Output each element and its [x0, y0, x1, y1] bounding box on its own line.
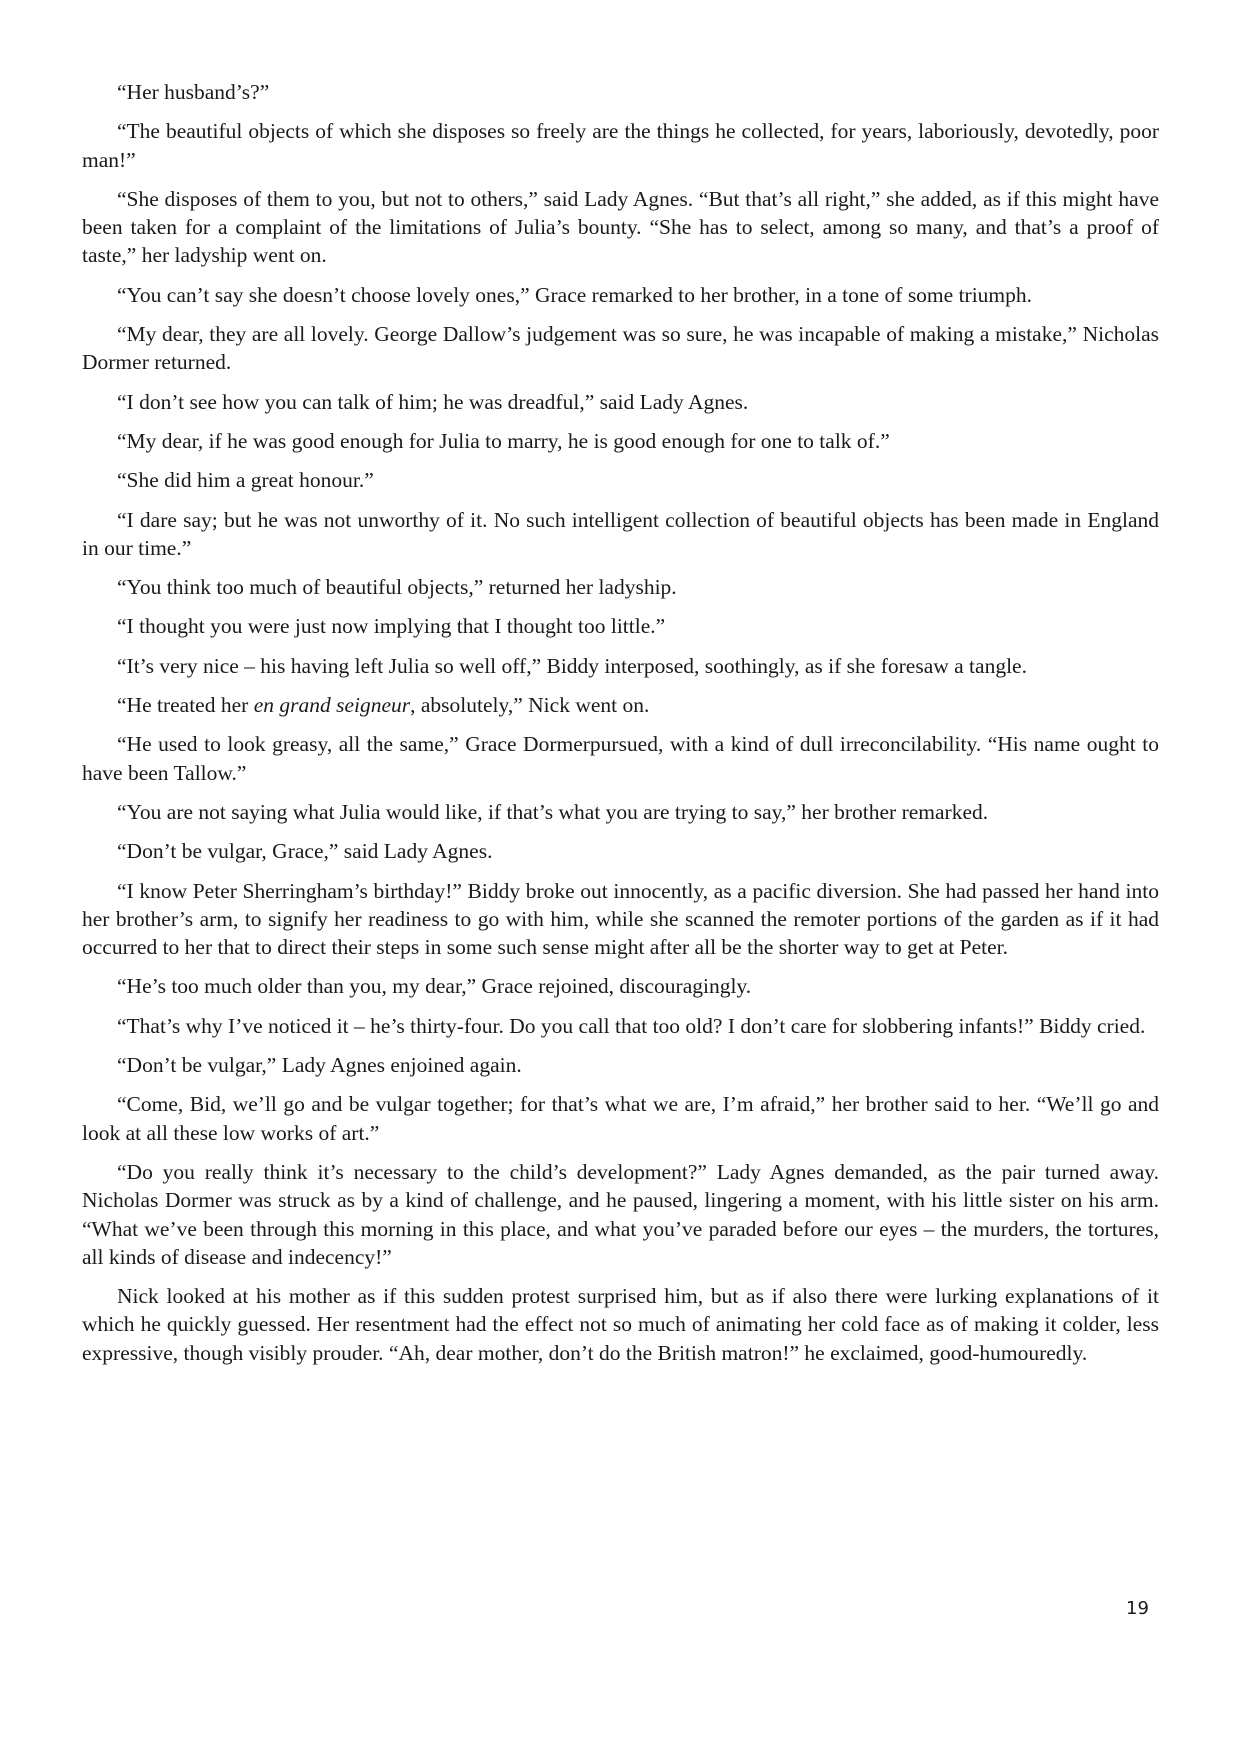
paragraph-text: “She did him a great honour.”: [117, 468, 374, 493]
paragraph-text: “My dear, if he was good enough for Julia to marry, he is good enough for one to talk of.”: [117, 428, 890, 453]
paragraph-text: “He used to look greasy, all the same,” Grace Dormerpursued, with a kind of dull irreconcilability. “His name ought to have been Tallow.”: [82, 732, 1159, 785]
paragraph-text: “I know Peter Sherringham’s birthday!” Biddy broke out innocently, as a pacific diversion. She had passed her hand into her brother’s arm, to signify her readiness to go with him, while she scanned the remoter portions of the garden as if it had occurred to her that to direct their steps in some such sense might after all be the shorter way to get at Peter.: [82, 878, 1159, 960]
paragraph: [82, 691, 1159, 719]
paragraph: [82, 837, 1159, 865]
paragraph: [82, 573, 1159, 601]
paragraph: [82, 1012, 1159, 1040]
paragraph: [82, 427, 1159, 455]
paragraph-text: “Don’t be vulgar,” Lady Agnes enjoined again.: [117, 1053, 522, 1078]
paragraph: [82, 877, 1159, 962]
paragraph-text: “You think too much of beautiful objects,” returned her ladyship.: [117, 575, 677, 600]
paragraph-text: “Don’t be vulgar, Grace,” said Lady Agnes.: [117, 839, 493, 864]
paragraph: [82, 972, 1159, 1000]
paragraph-text: “That’s why I’ve noticed it – he’s thirty-four. Do you call that too old? I don’t care for slobbering infants!” Biddy cried.: [117, 1013, 1146, 1038]
paragraph: [82, 388, 1159, 416]
paragraph-text: “He’s too much older than you, my dear,” Grace rejoined, discouragingly.: [117, 974, 752, 999]
paragraph-text: “Her husband’s?”: [117, 80, 270, 104]
paragraph: [82, 612, 1159, 640]
paragraph: [82, 78, 1159, 106]
paragraph: [82, 730, 1159, 787]
italic-phrase: en grand seigneur: [253, 693, 411, 718]
paragraph: [82, 1090, 1159, 1147]
paragraph-text: “Come, Bid, we’ll go and be vulgar together; for that’s what we are, I’m afraid,” her brother said to her. “We’ll go and look at all these low works of art.”: [82, 1092, 1159, 1145]
paragraph: [82, 466, 1159, 494]
paragraph: [82, 320, 1159, 377]
page-number: 19: [1126, 1598, 1149, 1619]
paragraph: [82, 281, 1159, 309]
paragraph-text: “The beautiful objects of which she disposes so freely are the things he collected, for years, laboriously, devotedly, poor man!”: [82, 119, 1159, 172]
paragraph-text: “You can’t say she doesn’t choose lovely ones,” Grace remarked to her brother, in a tone of some triumph.: [117, 282, 1033, 307]
paragraph: [82, 506, 1159, 563]
paragraph: [82, 798, 1159, 826]
paragraph-text: “He treated her: [117, 693, 254, 718]
paragraph: [82, 185, 1159, 270]
paragraph: [82, 1158, 1159, 1271]
paragraph-text: “You are not saying what Julia would like, if that’s what you are trying to say,” her brother remarked.: [117, 799, 989, 824]
paragraph-text: , absolutely,” Nick went on.: [410, 693, 650, 718]
paragraph-text: “It’s very nice – his having left Julia so well off,” Biddy interposed, soothingly, as if she foresaw a tangle.: [117, 653, 1027, 678]
paragraph-text: “She disposes of them to you, but not to others,” said Lady Agnes. “But that’s all right,” she added, as if this might have been taken for a complaint of the limitations of Julia’s bounty. “She has to select, among so many, and that’s a proof of taste,” her ladyship went on.: [82, 186, 1159, 268]
paragraph-text: “I thought you were just now implying that I thought too little.”: [117, 614, 666, 639]
paragraph-text: “Do you really think it’s necessary to the child’s development?” Lady Agnes demanded, as the pair turned away. Nicholas Dormer was struck as by a kind of challenge, and he paused, lingering a moment, with his little sister on his arm. “What we’ve been through this morning in this place, and what you’ve paraded before our eyes – the murders, the tortures, all kinds of disease and indecency!”: [82, 1159, 1159, 1269]
paragraph-text: “I don’t see how you can talk of him; he was dreadful,” said Lady Agnes.: [117, 389, 749, 414]
paragraph: [82, 117, 1159, 174]
document-body: [82, 78, 1159, 1378]
paragraph-text: Nick looked at his mother as if this sudden protest surprised him, but as if also there were lurking explanations of it which he quickly guessed. Her resentment had the effect not so much of animating her cold face as of making it colder, less expressive, though visibly prouder. “Ah, dear mother, don’t do the British matron!” he exclaimed, good-humouredly.: [82, 1284, 1159, 1365]
paragraph: [82, 652, 1159, 680]
paragraph: [82, 1282, 1159, 1367]
paragraph-text: “My dear, they are all lovely. George Dallow’s judgement was so sure, he was incapable of making a mistake,” Nicholas Dormer returned.: [82, 322, 1159, 375]
paragraph: [82, 1051, 1159, 1079]
paragraph-text: “I dare say; but he was not unworthy of it. No such intelligent collection of beautiful objects has been made in England in our time.”: [82, 507, 1159, 560]
